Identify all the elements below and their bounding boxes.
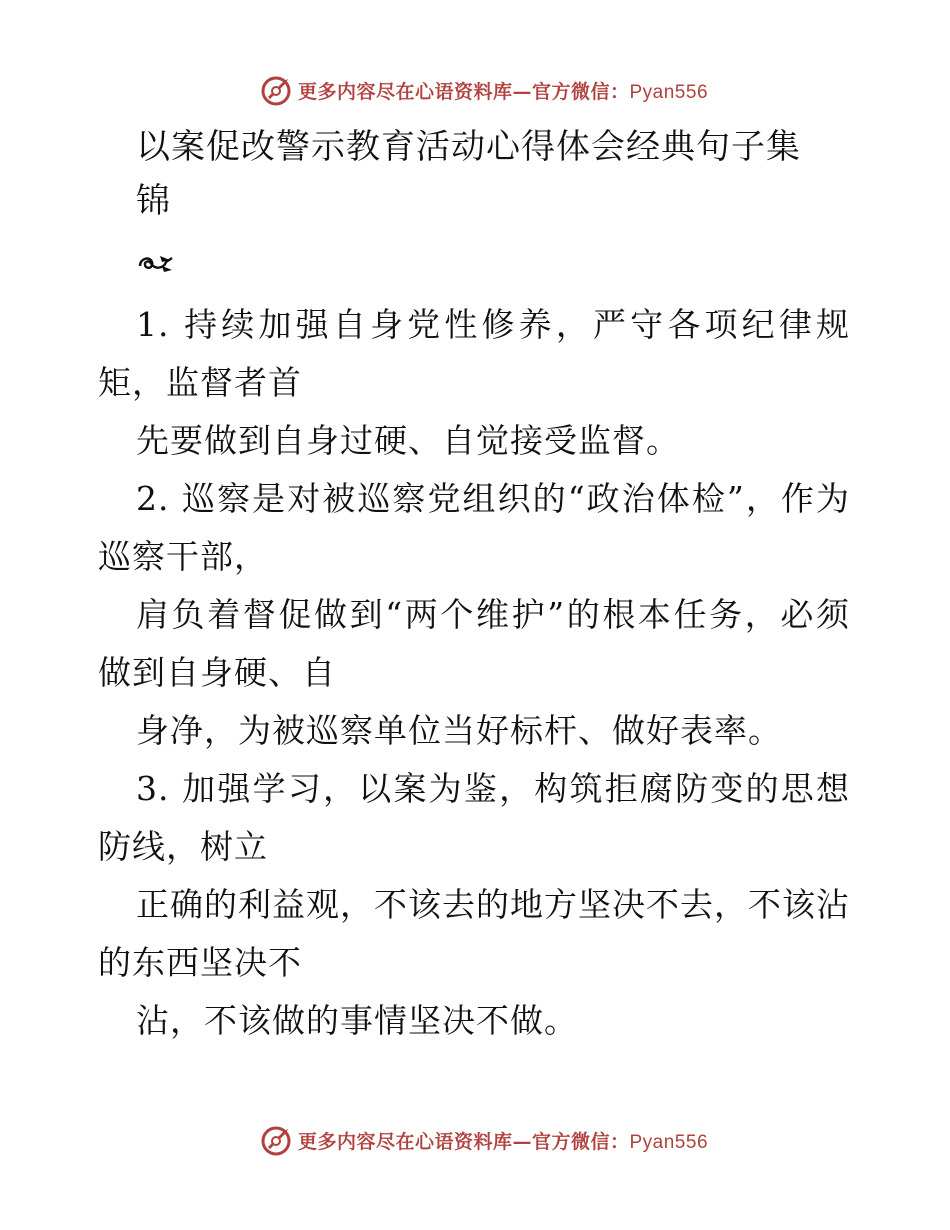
banner-label: 更多内容尽在心语资料库—官方微信：: [297, 1130, 630, 1153]
title-line-2: 锦: [136, 181, 171, 221]
paragraph-8: 沾，不该做的事情坚决不做。: [136, 1001, 578, 1040]
wechat-id: Pyan556: [629, 1131, 709, 1153]
quill-seal-icon: [260, 73, 294, 107]
paragraph-6: 3. 加强学习，以案为鉴，构筑拒腐防变的思想防线，树立: [98, 769, 850, 866]
header-banner-text: [298, 77, 708, 104]
header-banner-content: [260, 73, 708, 107]
footer-banner: [0, 1120, 950, 1160]
document-body: [98, 120, 850, 1050]
wechat-id: Pyan556: [629, 81, 709, 103]
footer-banner-text: [298, 1127, 708, 1154]
footer-banner-content: [260, 1123, 708, 1157]
paragraph-3: 2. 巡察是对被巡察党组织的“政治体检”，作为巡察干部，: [98, 479, 850, 576]
paragraph-4: 肩负着督促做到“两个维护”的根本任务，必须做到自身硬、自: [98, 595, 850, 692]
paragraph-5: 身净，为被巡察单位当好标杆、做好表率。: [136, 711, 782, 750]
header-banner: [0, 70, 950, 110]
scroll-flourish-icon: [136, 248, 176, 278]
title-line-1: 以案促改警示教育活动心得体会经典句子集: [136, 127, 801, 167]
document-title: [136, 120, 850, 228]
banner-label: 更多内容尽在心语资料库—官方微信：: [297, 80, 630, 103]
paragraph-7: 正确的利益观，不该去的地方坚决不去，不该沾的东西坚决不: [98, 885, 850, 982]
paragraph-1: 1. 持续加强自身党性修养，严守各项纪律规矩，监督者首: [98, 305, 850, 402]
quill-seal-icon: [260, 1123, 294, 1157]
paragraph-2: 先要做到自身过硬、自觉接受监督。: [136, 421, 680, 460]
